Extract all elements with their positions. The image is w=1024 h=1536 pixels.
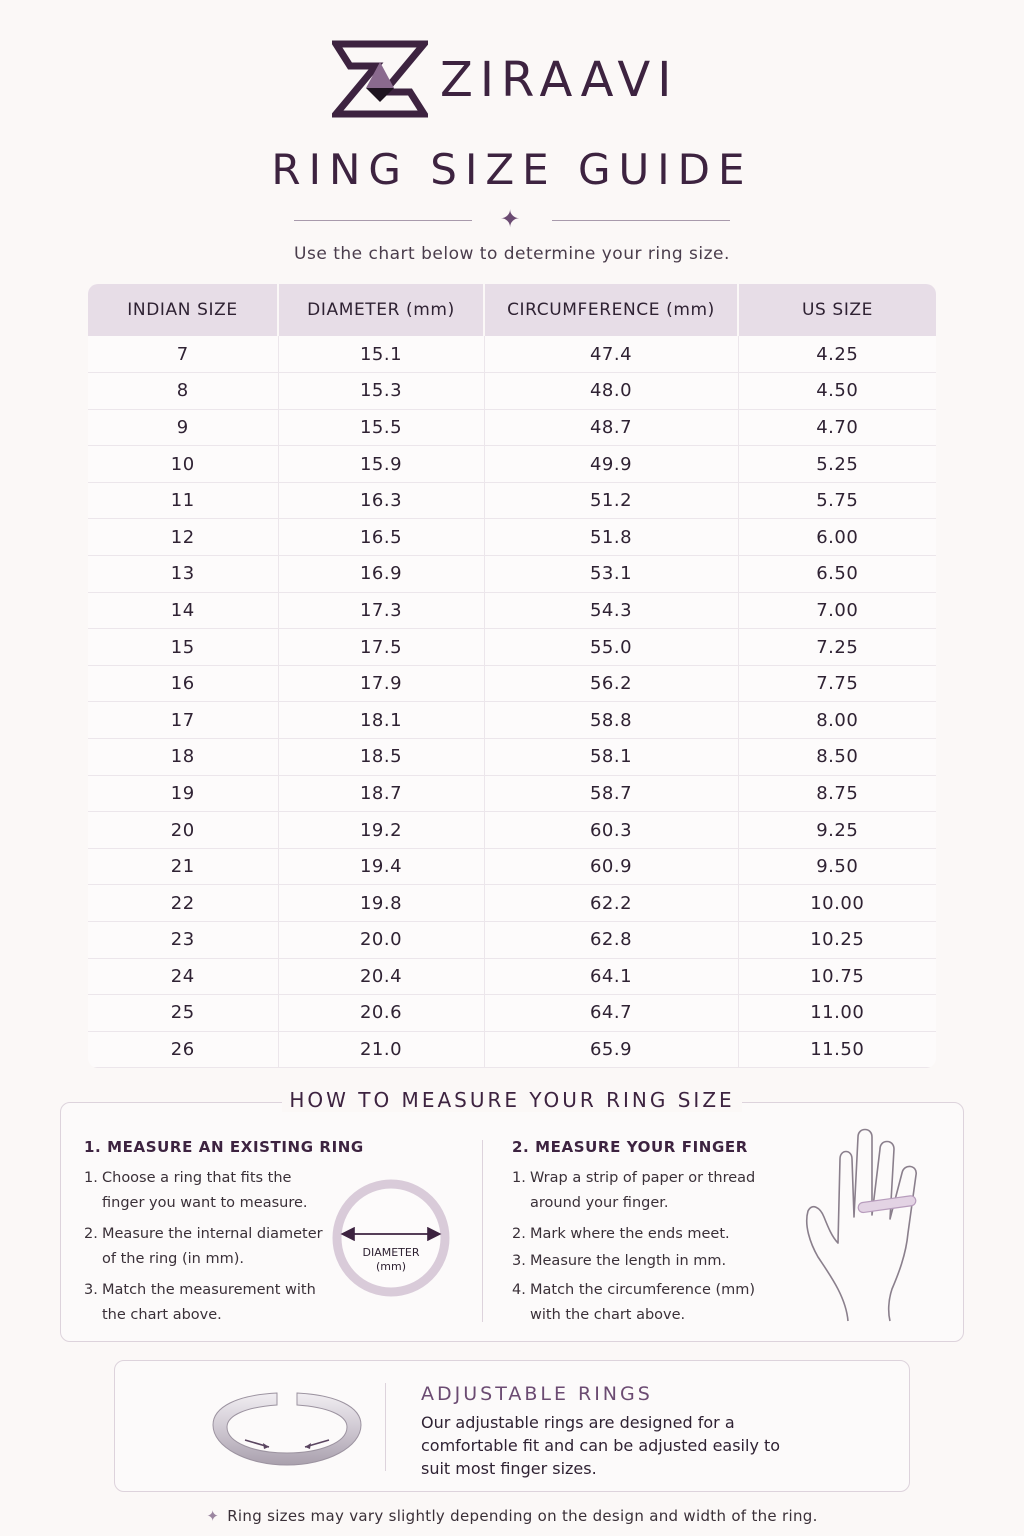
cell-circumference: 53.1 xyxy=(484,556,738,593)
cell-circumference: 62.8 xyxy=(484,922,738,959)
cell-us-size: 8.50 xyxy=(738,739,936,776)
page-title: RING SIZE GUIDE xyxy=(271,145,753,194)
table-row xyxy=(88,995,936,1032)
cell-circumference: 56.2 xyxy=(484,665,738,702)
list-item: 1. Choose a ring that fits the finger you want to measure. xyxy=(84,1170,308,1211)
ring-diameter-diagram xyxy=(330,1177,452,1299)
adjustable-title: ADJUSTABLE RINGS xyxy=(421,1383,653,1405)
cell-indian-size: 11 xyxy=(88,482,278,519)
diagram-label-mm: (mm) xyxy=(375,1260,407,1273)
cell-us-size: 10.25 xyxy=(738,922,936,959)
section-divider xyxy=(482,1140,483,1322)
cell-us-size: 9.25 xyxy=(738,812,936,849)
brand-name: ZIRAAVI xyxy=(440,52,679,108)
list-item: 3. Measure the length in mm. xyxy=(512,1253,727,1269)
cell-circumference: 49.9 xyxy=(484,446,738,483)
footnote xyxy=(0,1507,1024,1525)
header-indian-size: INDIAN SIZE xyxy=(88,284,278,336)
table-row xyxy=(88,556,936,593)
table-row xyxy=(88,739,936,776)
cell-indian-size: 22 xyxy=(88,885,278,922)
title-divider xyxy=(0,205,1024,233)
list-item: 2. Measure the internal diameter of the ring (in mm). xyxy=(84,1226,323,1267)
sparkle-icon: ✦ xyxy=(206,1507,220,1525)
table-header-row xyxy=(88,284,936,336)
cell-us-size: 4.50 xyxy=(738,373,936,410)
cell-diameter: 15.3 xyxy=(278,373,484,410)
cell-diameter: 15.9 xyxy=(278,446,484,483)
cell-circumference: 48.7 xyxy=(484,409,738,446)
cell-diameter: 16.9 xyxy=(278,556,484,593)
cell-indian-size: 12 xyxy=(88,519,278,556)
cell-us-size: 7.25 xyxy=(738,629,936,666)
cell-diameter: 19.8 xyxy=(278,885,484,922)
cell-us-size: 4.25 xyxy=(738,336,936,373)
cell-indian-size: 25 xyxy=(88,995,278,1032)
cell-circumference: 58.1 xyxy=(484,739,738,776)
cell-indian-size: 20 xyxy=(88,812,278,849)
brand-header xyxy=(0,40,1024,120)
cell-circumference: 60.9 xyxy=(484,848,738,885)
cell-indian-size: 8 xyxy=(88,373,278,410)
cell-diameter: 16.3 xyxy=(278,482,484,519)
cell-circumference: 47.4 xyxy=(484,336,738,373)
table-row xyxy=(88,775,936,812)
cell-us-size: 4.70 xyxy=(738,409,936,446)
table-row xyxy=(88,409,936,446)
cell-diameter: 18.7 xyxy=(278,775,484,812)
table-row xyxy=(88,1031,936,1068)
table-row xyxy=(88,812,936,849)
cell-indian-size: 18 xyxy=(88,739,278,776)
cell-circumference: 55.0 xyxy=(484,629,738,666)
cell-diameter: 20.4 xyxy=(278,958,484,995)
cell-diameter: 21.0 xyxy=(278,1031,484,1068)
cell-us-size: 11.50 xyxy=(738,1031,936,1068)
cell-indian-size: 15 xyxy=(88,629,278,666)
cell-us-size: 10.00 xyxy=(738,885,936,922)
adjust-divider xyxy=(385,1383,386,1471)
cell-circumference: 48.0 xyxy=(484,373,738,410)
cell-indian-size: 19 xyxy=(88,775,278,812)
cell-circumference: 64.1 xyxy=(484,958,738,995)
header-circumference: CIRCUMFERENCE (mm) xyxy=(484,284,738,336)
table-row xyxy=(88,629,936,666)
cell-diameter: 19.4 xyxy=(278,848,484,885)
table-row xyxy=(88,958,936,995)
cell-us-size: 5.75 xyxy=(738,482,936,519)
adjustable-text: Our adjustable rings are designed for a comfortable fit and can be adjusted easily to suit most finger sizes. xyxy=(421,1413,781,1478)
finger-steps xyxy=(512,1166,762,1334)
table-row xyxy=(88,482,936,519)
cell-circumference: 58.8 xyxy=(484,702,738,739)
list-item: 2. Mark where the ends meet. xyxy=(512,1226,730,1242)
cell-us-size: 10.75 xyxy=(738,958,936,995)
cell-indian-size: 26 xyxy=(88,1031,278,1068)
cell-us-size: 7.00 xyxy=(738,592,936,629)
finger-heading: 2. MEASURE YOUR FINGER xyxy=(512,1138,748,1156)
cell-indian-size: 24 xyxy=(88,958,278,995)
cell-diameter: 20.0 xyxy=(278,922,484,959)
list-item: 4. Match the circumference (mm) with the chart above. xyxy=(512,1282,756,1323)
ring-size-chart xyxy=(88,284,936,1068)
cell-circumference: 51.2 xyxy=(484,482,738,519)
cell-circumference: 65.9 xyxy=(484,1031,738,1068)
cell-indian-size: 7 xyxy=(88,336,278,373)
cell-indian-size: 16 xyxy=(88,665,278,702)
table-row xyxy=(88,373,936,410)
ziraavi-logo-icon xyxy=(332,40,428,118)
cell-indian-size: 17 xyxy=(88,702,278,739)
how-to-title: HOW TO MEASURE YOUR RING SIZE xyxy=(282,1088,742,1112)
cell-diameter: 20.6 xyxy=(278,995,484,1032)
cell-us-size: 6.00 xyxy=(738,519,936,556)
cell-indian-size: 23 xyxy=(88,922,278,959)
table-row xyxy=(88,519,936,556)
cell-diameter: 16.5 xyxy=(278,519,484,556)
cell-us-size: 5.25 xyxy=(738,446,936,483)
table-row xyxy=(88,702,936,739)
cell-diameter: 17.9 xyxy=(278,665,484,702)
subtitle: Use the chart below to determine your ring size. xyxy=(294,244,730,264)
cell-us-size: 11.00 xyxy=(738,995,936,1032)
cell-circumference: 64.7 xyxy=(484,995,738,1032)
adjustable-ring-icon xyxy=(207,1385,367,1475)
list-item: 1. Wrap a strip of paper or thread around your finger. xyxy=(512,1170,756,1211)
cell-us-size: 6.50 xyxy=(738,556,936,593)
header-diameter: DIAMETER (mm) xyxy=(278,284,484,336)
cell-us-size: 8.75 xyxy=(738,775,936,812)
table-row xyxy=(88,885,936,922)
table-row xyxy=(88,446,936,483)
sparkle-icon: ✦ xyxy=(500,205,521,233)
cell-diameter: 15.5 xyxy=(278,409,484,446)
table-row xyxy=(88,665,936,702)
cell-indian-size: 10 xyxy=(88,446,278,483)
cell-us-size: 7.75 xyxy=(738,665,936,702)
cell-us-size: 9.50 xyxy=(738,848,936,885)
footnote-text: Ring sizes may vary slightly depending on the design and width of the ring. xyxy=(227,1507,818,1525)
cell-diameter: 17.3 xyxy=(278,592,484,629)
cell-diameter: 17.5 xyxy=(278,629,484,666)
hand-icon xyxy=(800,1125,940,1325)
cell-diameter: 18.1 xyxy=(278,702,484,739)
table-body xyxy=(88,336,936,1068)
table-row xyxy=(88,922,936,959)
diagram-label-diameter: DIAMETER xyxy=(362,1246,420,1259)
size-table xyxy=(88,284,936,1068)
cell-indian-size: 13 xyxy=(88,556,278,593)
cell-circumference: 58.7 xyxy=(484,775,738,812)
table-row xyxy=(88,592,936,629)
cell-indian-size: 14 xyxy=(88,592,278,629)
cell-circumference: 54.3 xyxy=(484,592,738,629)
cell-circumference: 51.8 xyxy=(484,519,738,556)
cell-circumference: 62.2 xyxy=(484,885,738,922)
cell-diameter: 18.5 xyxy=(278,739,484,776)
cell-diameter: 15.1 xyxy=(278,336,484,373)
existing-ring-heading: 1. MEASURE AN EXISTING RING xyxy=(84,1138,364,1156)
cell-indian-size: 9 xyxy=(88,409,278,446)
cell-diameter: 19.2 xyxy=(278,812,484,849)
header-us-size: US SIZE xyxy=(738,284,936,336)
table-row xyxy=(88,848,936,885)
cell-indian-size: 21 xyxy=(88,848,278,885)
table-row xyxy=(88,336,936,373)
list-item: 3. Match the measurement with the chart above. xyxy=(84,1282,316,1323)
cell-circumference: 60.3 xyxy=(484,812,738,849)
cell-us-size: 8.00 xyxy=(738,702,936,739)
existing-ring-steps xyxy=(84,1166,324,1334)
adjustable-rings-panel xyxy=(114,1360,910,1492)
